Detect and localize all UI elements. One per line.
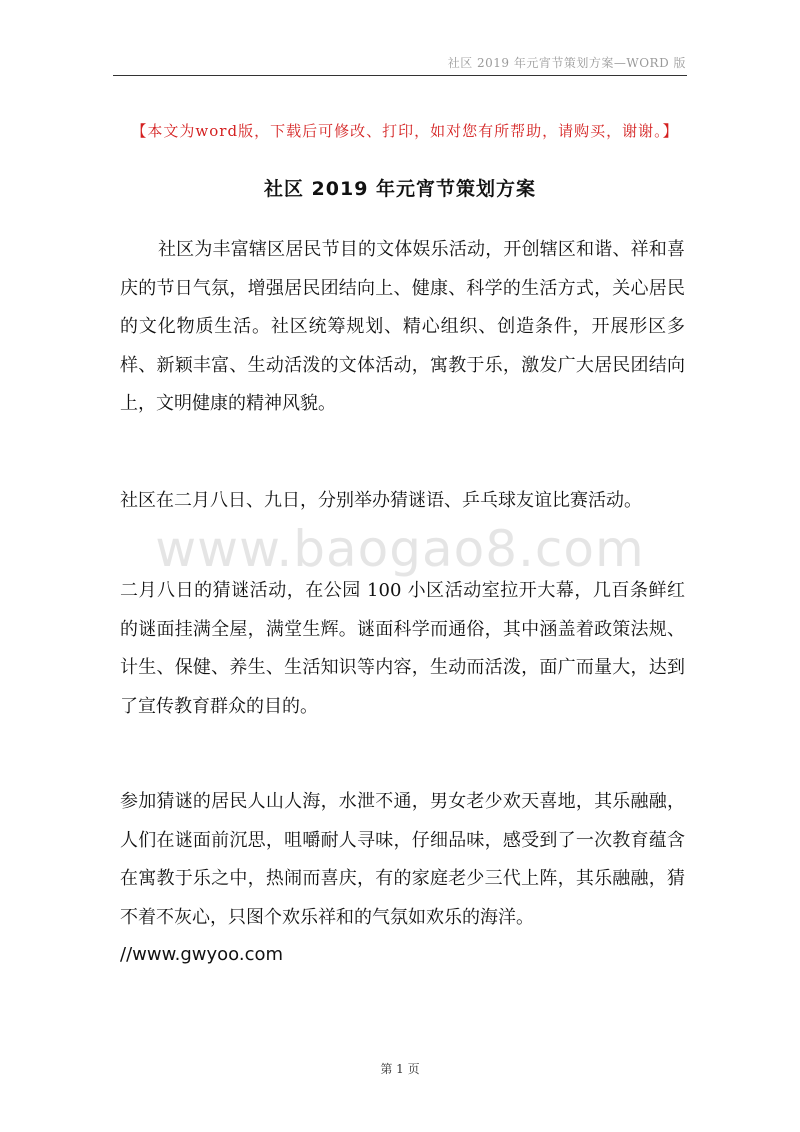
download-notice: 【本文为word版，下载后可修改、打印，如对您有所帮助，请购买，谢谢。】 [131, 122, 679, 140]
page-header-text: 社区 2019 年元宵节策划方案—WORD 版 [447, 56, 686, 70]
paragraph-intro: 社区为丰富辖区居民节目的文体娱乐活动，开创辖区和谐、祥和喜庆的节日气氛，增强居民团结向上、健康、科学的生活方式，关心居民的文化物质生活。社区统筹规划、精心组织、创造条件，开展形区多样、新颖丰富、生动活泼的文体活动，寓教于乐，激发广大居民团结向上，文明健康的精神风貌。 [120, 239, 685, 414]
watermark: www.baogao8.com [155, 520, 645, 578]
paragraph-schedule: 社区在二月八日、九日，分别举办猜谜语、乒乓球友谊比赛活动。 [120, 490, 642, 511]
source-url: //www.gwyoo.com [120, 944, 284, 965]
document-title: 社区 2019 年元宵节策划方案 [263, 178, 537, 200]
header-divider [113, 75, 687, 76]
paragraph-participants: 参加猜谜的居民人山人海，水泄不通，男女老少欢天喜地，其乐融融，人们在谜面前沉思，咀嚼耐人寻味，仔细品味，感受到了一次教育蕴含在寓教于乐之中，热闹而喜庆，有的家庭老少三代上阵，其乐融融，猜不着不灰心，只图个欢乐祥和的气氛如欢乐的海洋。 [120, 791, 685, 928]
page-number: 第 1 页 [380, 1062, 420, 1076]
paragraph-riddle-event: 二月八日的猜谜活动，在公园 100 小区活动室拉开大幕，几百条鲜红的谜面挂满全屋，满堂生辉。谜面科学而通俗，其中涵盖着政策法规、计生、保健、养生、生活知识等内容，生动而活泼，面广而量大，达到了宣传教育群众的目的。 [120, 580, 685, 717]
